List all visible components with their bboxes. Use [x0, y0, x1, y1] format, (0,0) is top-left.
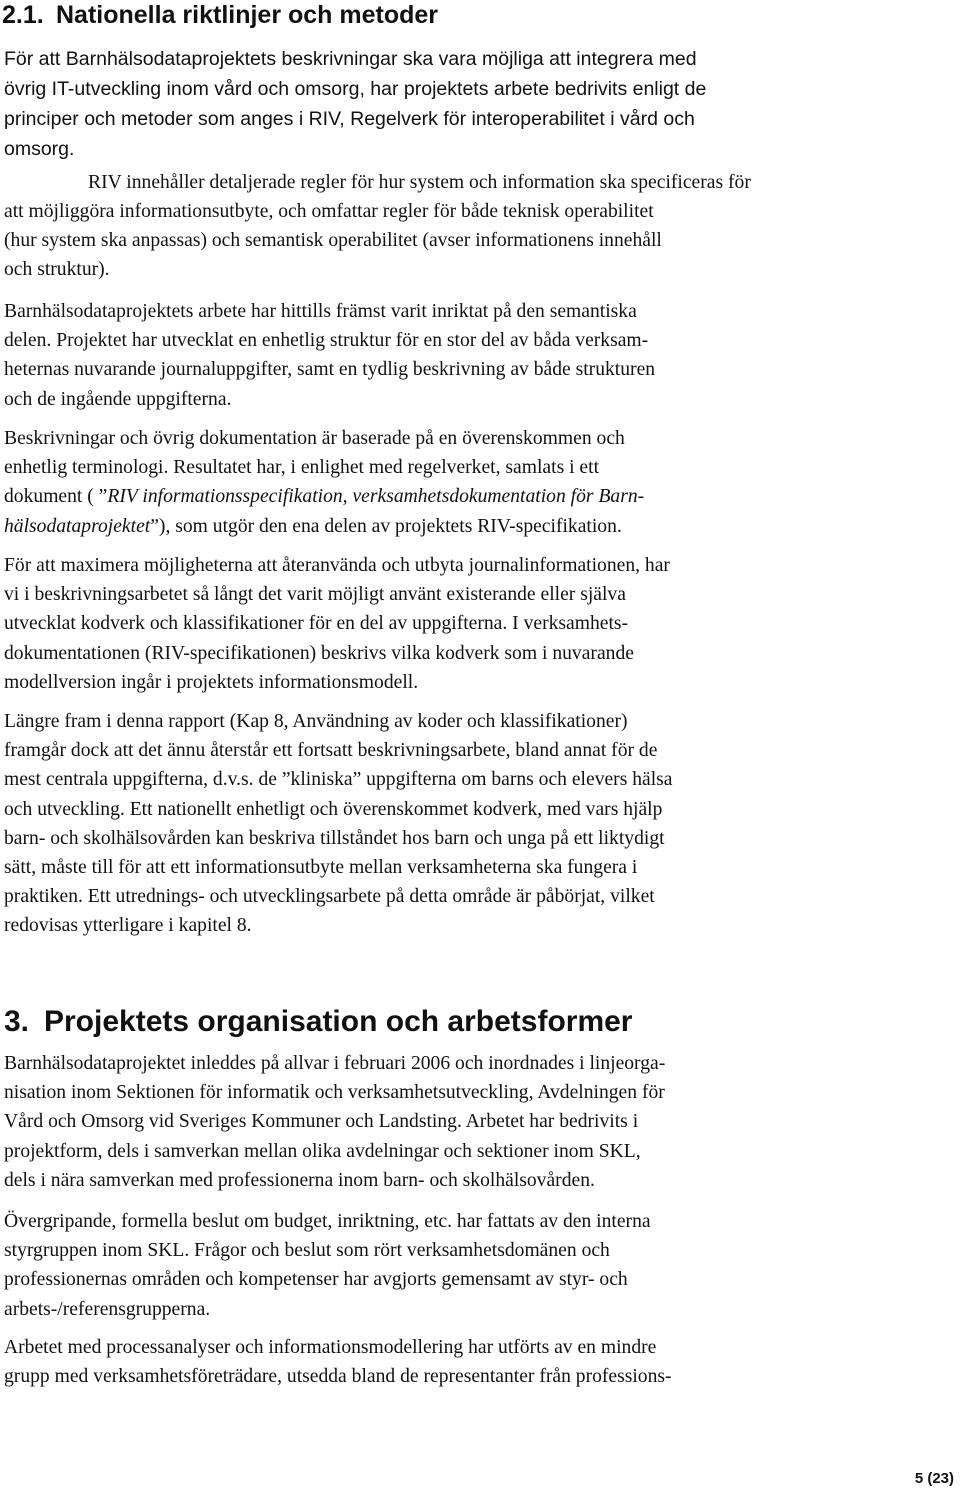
text-line: heternas nuvarande journaluppgifter, samt en tydlig beskrivning av både strukturen	[4, 359, 656, 381]
section-number: 2.1.	[2, 1, 44, 29]
text-line: framgår dock att det ännu återstår ett fortsatt beskrivningsarbete, bland annat för de	[4, 740, 658, 762]
text-line: övrig IT-utveckling inom vård och omsorg, har projektets arbete bedrivits enligt de	[4, 78, 707, 100]
documentation-paragraph	[4, 424, 644, 541]
reuse-paragraph	[4, 551, 670, 697]
section-number: 3.	[4, 1005, 30, 1038]
riv-paragraph-cont	[4, 197, 662, 285]
text-line: och struktur).	[4, 259, 110, 281]
start-paragraph	[4, 1049, 665, 1195]
text-line: dokumentationen (RIV-specifikationen) beskrivs vilka kodverk som i nuvarande	[4, 642, 634, 664]
process-paragraph	[4, 1333, 672, 1391]
text-line: nisation inom Sektionen för informatik och verksamhetsutveckling, Avdelningen för	[4, 1082, 665, 1104]
text-line: principer och metoder som anges i RIV, Regelverk för interoperabilitet i vård och	[4, 108, 695, 130]
text-line: sätt, måste till för att ett informationsutbyte mellan verksamheterna ska fungera i	[4, 857, 638, 879]
text-line: omsorg.	[4, 138, 75, 160]
text-line: modellversion ingår i projektets informationsmodell.	[4, 671, 419, 693]
text-line: utvecklat kodverk och klassifikationer för en del av uppgifterna. I verksamhets-	[4, 613, 629, 635]
text-fragment: dokument ( ”	[4, 486, 108, 508]
text-line: dels i nära samverkan med professionerna inom barn- och skolhälsovården.	[4, 1169, 595, 1191]
text-line: Barnhälsodataprojektets arbete har hittills främst varit inriktat på den semantiska	[4, 301, 637, 322]
text-line	[4, 512, 644, 541]
text-line: RIV innehåller detaljerade regler för hur system och information ska specificeras för	[88, 172, 751, 193]
text-line: grupp med verksamhetsföreträdare, utsedda bland de representanter från professions-	[4, 1366, 672, 1388]
text-line: barn- och skolhälsovården kan beskriva tillståndet hos barn och unga på ett liktydigt	[4, 827, 665, 849]
riv-paragraph	[88, 168, 751, 197]
text-line: delen. Projektet har utvecklat en enhetlig struktur för en stor del av båda verksam-	[4, 330, 649, 352]
text-line: För att Barnhälsodataprojektets beskrivningar ska vara möjliga att integrera med	[4, 48, 697, 70]
section-title: Projektets organisation och arbetsformer	[44, 1005, 633, 1038]
intro-paragraph	[4, 44, 904, 164]
text-line: För att maximera möjligheterna att återanvända och utbyta journalinformationen, har	[4, 555, 670, 576]
semantic-paragraph	[4, 297, 655, 414]
page-number: 5 (23)	[914, 1470, 954, 1487]
text-line: mest centrala uppgifterna, d.v.s. de ”kliniska” uppgifterna om barns och elevers hälsa	[4, 769, 673, 791]
steering-paragraph	[4, 1207, 651, 1324]
text-line: arbets-/referensgrupperna.	[4, 1298, 211, 1320]
section-title: Nationella riktlinjer och metoder	[56, 1, 439, 29]
text-line: och de ingående uppgifterna.	[4, 388, 232, 410]
text-line: och utveckling. Ett nationellt enhetligt och överenskommet kodverk, med vars hjälp	[4, 798, 663, 820]
section-heading-2-1	[2, 0, 438, 30]
text-line	[4, 482, 644, 511]
text-line: att möjliggöra informationsutbyte, och omfattar regler för både teknisk operabilitet	[4, 201, 654, 222]
text-line: Övergripande, formella beslut om budget, inriktning, etc. har fattats av den interna	[4, 1211, 651, 1232]
text-line: (hur system ska anpassas) och semantisk operabilitet (avser informationens innehåll	[4, 230, 662, 252]
text-line: Beskrivningar och övrig dokumentation är baserade på en överenskommen och	[4, 428, 625, 449]
italic-title: RIV informationsspecifikation, verksamhetsdokumentation för Barn-	[107, 486, 645, 508]
text-line: Barnhälsodataprojektet inleddes på allvar i februari 2006 och inordnades i linjeorga-	[4, 1053, 666, 1074]
text-line: Längre fram i denna rapport (Kap 8, Användning av koder och klassifikationer)	[4, 711, 628, 732]
text-line: Vård och Omsorg vid Sveriges Kommuner och Landsting. Arbetet har bedrivits i	[4, 1111, 639, 1133]
text-line: redovisas ytterligare i kapitel 8.	[4, 915, 252, 937]
text-line: vi i beskrivningsarbetet så långt det varit möjligt använt existerande eller själva	[4, 584, 626, 606]
later-paragraph	[4, 707, 673, 941]
section-heading-3	[4, 1004, 633, 1040]
italic-title: hälsodataprojektet	[4, 515, 151, 537]
text-fragment: ”), som utgör den ena delen av projektets RIV-specifikation.	[150, 515, 622, 537]
text-line: projektform, dels i samverkan mellan olika avdelningar och sektioner inom SKL,	[4, 1140, 641, 1162]
text-line: professionernas områden och kompetenser har avgjorts gemensamt av styr- och	[4, 1269, 628, 1291]
text-line: Arbetet med processanalyser och informationsmodellering har utförts av en mindre	[4, 1337, 657, 1358]
text-line: praktiken. Ett utrednings- och utvecklingsarbete på detta område är påbörjat, vilket	[4, 886, 655, 908]
text-line: enhetlig terminologi. Resultatet har, i enlighet med regelverket, samlats i ett	[4, 457, 600, 479]
text-line: styrgruppen inom SKL. Frågor och beslut som rört verksamhetsdomänen och	[4, 1240, 610, 1262]
